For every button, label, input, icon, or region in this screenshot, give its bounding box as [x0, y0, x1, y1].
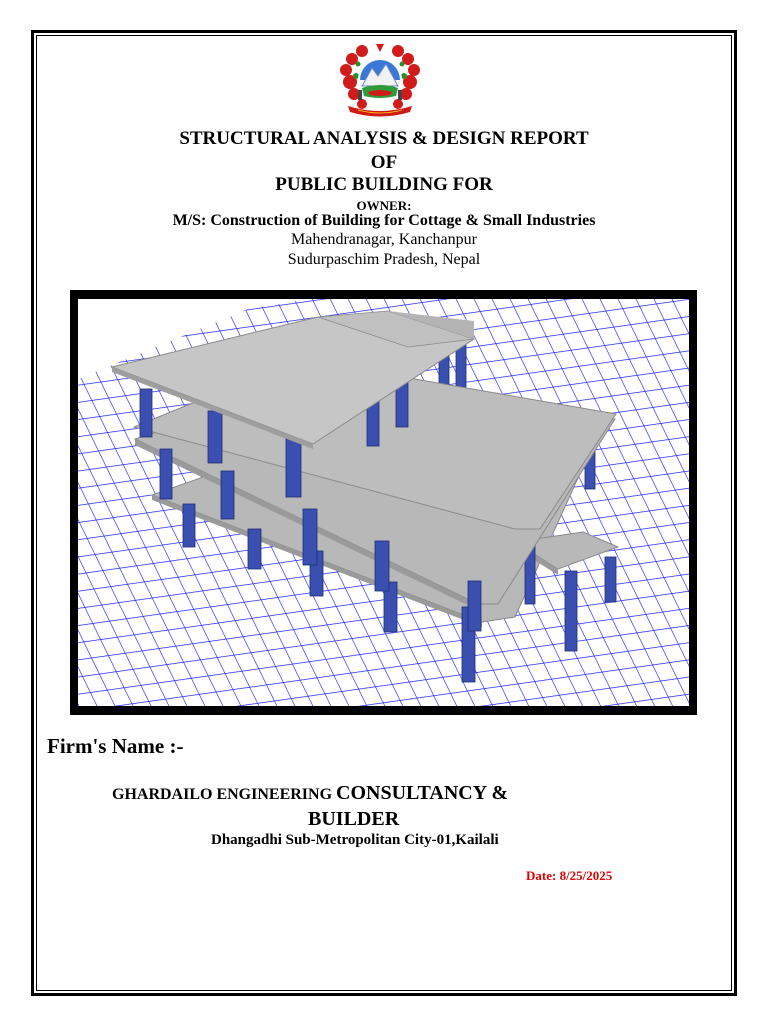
firm-name-line-2: BUILDER: [308, 808, 400, 830]
structural-model-image: [78, 299, 689, 706]
firm-name-line-1: [112, 782, 508, 805]
report-subtitle: PUBLIC BUILDING FOR: [275, 174, 493, 195]
owner-label: OWNER:: [356, 198, 412, 213]
report-title: STRUCTURAL ANALYSIS & DESIGN REPORT: [179, 128, 589, 149]
owner-name: M/S: Construction of Building for Cottage & Small Industries: [172, 212, 596, 229]
firm-name-part-1: GHARDAILO ENGINEERING: [112, 786, 333, 803]
firm-address: Dhangadhi Sub-Metropolitan City-01,Kailali: [211, 832, 499, 848]
report-title-of: OF: [370, 152, 398, 173]
address-line-2: Sudurpaschim Pradesh, Nepal: [287, 251, 481, 268]
firm-name-label: Firm's Name :-: [47, 734, 184, 758]
structural-model-frame: [70, 290, 697, 715]
nepal-emblem-icon: [334, 42, 426, 120]
firm-name-part-2: CONSULTANCY &: [336, 782, 509, 804]
address-line-1: Mahendranagar, Kanchanpur: [291, 231, 477, 248]
report-date: Date: 8/25/2025: [526, 868, 613, 883]
